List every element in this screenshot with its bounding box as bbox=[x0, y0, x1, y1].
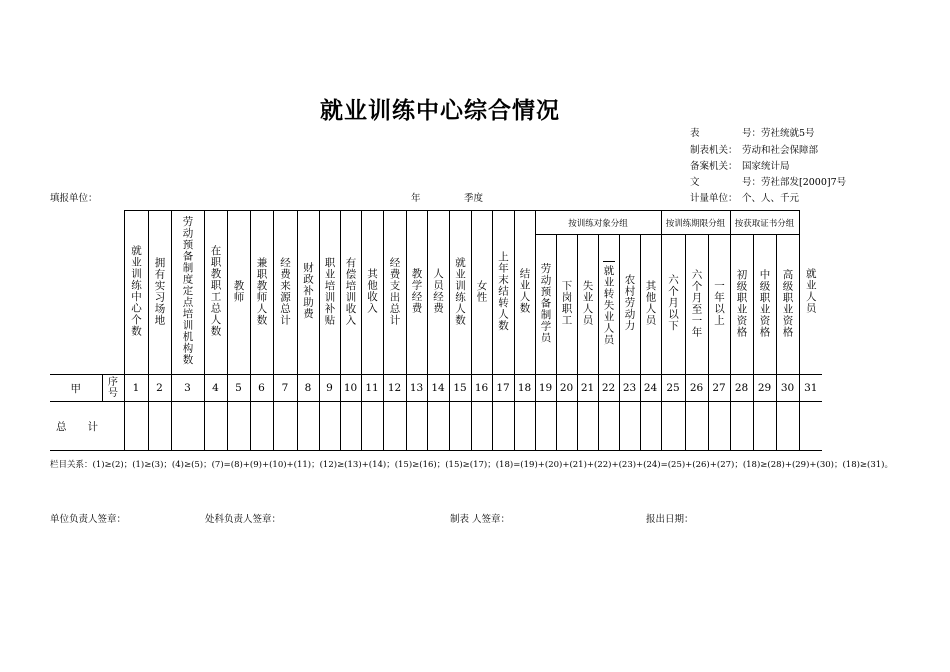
col-number: 19 bbox=[535, 375, 556, 402]
row-label-xuhao: 序号 bbox=[102, 375, 124, 402]
dept-head-signature-label: 处科负责人签章： bbox=[205, 514, 282, 525]
quarter-label: 季度 bbox=[464, 193, 484, 204]
total-cell[interactable] bbox=[204, 402, 227, 451]
col-header-23: 农村劳动力 bbox=[619, 235, 640, 375]
col-header-8: 财政补助费 bbox=[297, 211, 319, 375]
col-number: 8 bbox=[297, 375, 319, 402]
col-number: 31 bbox=[799, 375, 822, 402]
col-number: 2 bbox=[148, 375, 171, 402]
col-number: 14 bbox=[427, 375, 449, 402]
total-cell[interactable] bbox=[383, 402, 406, 451]
row-label-jia: 甲 bbox=[50, 375, 102, 402]
col-number: 25 bbox=[661, 375, 685, 402]
total-cell[interactable] bbox=[514, 402, 535, 451]
total-cell[interactable] bbox=[319, 402, 340, 451]
total-cell[interactable] bbox=[406, 402, 427, 451]
maker-signature-label: 制表 人签章： bbox=[450, 514, 511, 525]
col-number: 12 bbox=[383, 375, 406, 402]
group-header-by-period: 按训练期限分组 bbox=[661, 211, 730, 235]
meta-document-number: 文 号：劳社部发[2000]7号 bbox=[690, 177, 847, 188]
col-header-6: 兼职教师人数 bbox=[250, 211, 273, 375]
col-header-9: 职业培训补贴 bbox=[319, 211, 340, 375]
meta-table-number: 表 号：劳社统就5号 bbox=[690, 128, 815, 139]
total-cell[interactable] bbox=[661, 402, 685, 451]
fill-unit-label: 填报单位： bbox=[50, 193, 98, 204]
report-date-label: 报出日期： bbox=[646, 514, 694, 525]
col-number: 23 bbox=[619, 375, 640, 402]
total-cell[interactable] bbox=[685, 402, 708, 451]
total-cell[interactable] bbox=[619, 402, 640, 451]
col-header-12: 经费支出总计 bbox=[383, 211, 406, 375]
col-header-13: 教学经费 bbox=[406, 211, 427, 375]
total-cell[interactable] bbox=[577, 402, 598, 451]
col-number: 30 bbox=[776, 375, 799, 402]
column-relation-note: 栏目关系：(1)≥(2)；(1)≥(3)；(4)≥(5)；(7)=(8)+(9)+(10)+(11)；(12)≥(13)+(14)；(15)≥(16)；(15)≥(17)；(18)=(19)+(20)+(21)+(22)+(23)+(24)=(25)+(26)+(27)；(18)≥(28)+(29)+(30)；(18)≥(31)。 bbox=[50, 460, 894, 470]
col-header-26: 六个月至一年 bbox=[685, 235, 708, 375]
col-header-4: 在职教职工总人数 bbox=[204, 211, 227, 375]
total-cell[interactable] bbox=[640, 402, 661, 451]
col-number: 29 bbox=[753, 375, 776, 402]
col-number: 22 bbox=[598, 375, 619, 402]
col-number: 16 bbox=[471, 375, 492, 402]
col-header-10: 有偿培训收入 bbox=[340, 211, 361, 375]
col-number: 13 bbox=[406, 375, 427, 402]
col-number: 1 bbox=[124, 375, 148, 402]
col-header-29: 中级职业资格 bbox=[753, 235, 776, 375]
year-label: 年 bbox=[411, 193, 421, 204]
col-number: 17 bbox=[492, 375, 514, 402]
total-cell[interactable] bbox=[340, 402, 361, 451]
meta-filing-authority: 备案机关： 国家统计局 bbox=[690, 161, 790, 172]
total-cell[interactable] bbox=[753, 402, 776, 451]
col-number: 5 bbox=[227, 375, 250, 402]
col-number: 26 bbox=[685, 375, 708, 402]
col-header-21: 失业人员 bbox=[577, 235, 598, 375]
col-number: 24 bbox=[640, 375, 661, 402]
col-number: 6 bbox=[250, 375, 273, 402]
corner-cell bbox=[50, 211, 124, 375]
total-cell[interactable] bbox=[361, 402, 383, 451]
col-header-18: 结业人数 bbox=[514, 211, 535, 375]
total-cell[interactable] bbox=[730, 402, 753, 451]
total-cell[interactable] bbox=[492, 402, 514, 451]
col-header-7: 经费来源总计 bbox=[273, 211, 297, 375]
total-cell[interactable] bbox=[171, 402, 204, 451]
total-cell[interactable] bbox=[556, 402, 577, 451]
statistics-table bbox=[50, 210, 822, 451]
col-number: 18 bbox=[514, 375, 535, 402]
col-number: 10 bbox=[340, 375, 361, 402]
col-header-19: 劳动预备制学员 bbox=[535, 235, 556, 375]
group-header-by-cert: 按获取证书分组 bbox=[730, 211, 799, 235]
col-header-20: 下岗职工 bbox=[556, 235, 577, 375]
col-number: 15 bbox=[449, 375, 471, 402]
number-row bbox=[50, 375, 822, 402]
col-header-24: 其他人员 bbox=[640, 235, 661, 375]
total-cell[interactable] bbox=[148, 402, 171, 451]
col-header-25: 六个月以下 bbox=[661, 235, 685, 375]
total-cell[interactable] bbox=[124, 402, 148, 451]
col-number: 21 bbox=[577, 375, 598, 402]
meta-unit: 计量单位： 个、人、千元 bbox=[690, 193, 800, 204]
unit-head-signature-label: 单位负责人签章： bbox=[50, 514, 127, 525]
col-header-28: 初级职业资格 bbox=[730, 235, 753, 375]
col-number: 20 bbox=[556, 375, 577, 402]
total-cell[interactable] bbox=[227, 402, 250, 451]
col-number: 4 bbox=[204, 375, 227, 402]
col-header-5: 教师 bbox=[227, 211, 250, 375]
total-cell[interactable] bbox=[449, 402, 471, 451]
meta-issuing-authority: 制表机关： 劳动和社会保障部 bbox=[690, 145, 819, 156]
col-header-22: 就业转失业人员 bbox=[598, 235, 619, 375]
total-cell[interactable] bbox=[776, 402, 799, 451]
total-cell[interactable] bbox=[427, 402, 449, 451]
col-header-14: 人员经费 bbox=[427, 211, 449, 375]
page-title: 就业训练中心综合情况 bbox=[320, 97, 560, 124]
total-cell[interactable] bbox=[297, 402, 319, 451]
total-label: 总 计 bbox=[50, 402, 124, 451]
col-header-15: 就业训练人数 bbox=[449, 211, 471, 375]
total-cell[interactable] bbox=[535, 402, 556, 451]
col-number: 3 bbox=[171, 375, 204, 402]
total-cell[interactable] bbox=[471, 402, 492, 451]
total-cell[interactable] bbox=[273, 402, 297, 451]
col-header-1: 就业训练中心个数 bbox=[124, 211, 148, 375]
group-header-by-object: 按训练对象分组 bbox=[535, 211, 661, 235]
col-number: 7 bbox=[273, 375, 297, 402]
col-header-3: 劳动预备制度定点培训机构数 bbox=[171, 211, 204, 375]
col-header-17: 上年末结转人数 bbox=[492, 211, 514, 375]
col-number: 11 bbox=[361, 375, 383, 402]
col-number: 9 bbox=[319, 375, 340, 402]
col-number: 28 bbox=[730, 375, 753, 402]
col-header-2: 拥有实习场地 bbox=[148, 211, 171, 375]
total-cell[interactable] bbox=[250, 402, 273, 451]
col-header-16: 女性 bbox=[471, 211, 492, 375]
col-header-27: 一年以上 bbox=[708, 235, 730, 375]
col-header-11: 其他收入 bbox=[361, 211, 383, 375]
col-header-30: 高级职业资格 bbox=[776, 235, 799, 375]
col-header-31: 就业人员 bbox=[799, 211, 822, 375]
total-cell[interactable] bbox=[598, 402, 619, 451]
total-cell[interactable] bbox=[799, 402, 822, 451]
total-cell[interactable] bbox=[708, 402, 730, 451]
total-row bbox=[50, 402, 822, 451]
col-number: 27 bbox=[708, 375, 730, 402]
